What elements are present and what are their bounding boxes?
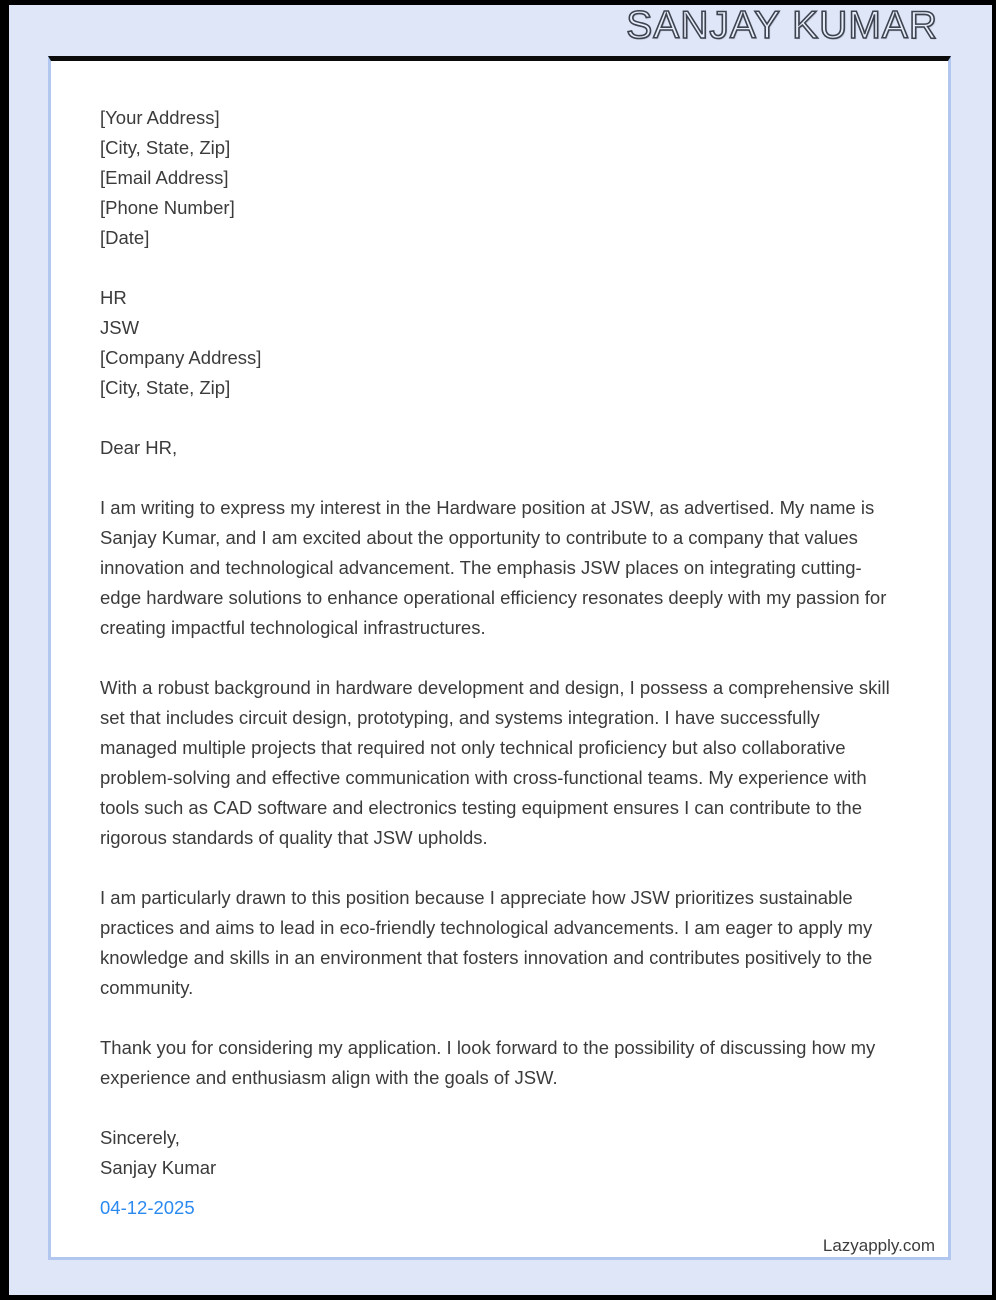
address-line: [City, State, Zip] — [100, 137, 231, 158]
address-line: [Date] — [100, 227, 150, 248]
recipient-line: JSW — [100, 317, 140, 338]
recipient-line: HR — [100, 287, 127, 308]
paragraph-intro: I am writing to express my interest in the Hardware position at JSW, as advertised. My name is Sanjay Kumar, and I am excited about the opportunity to contribute to a company that values innovation and technological advancement. The emphasis JSW places on integrating cutting-edge hardware solutions to enhance operational efficiency resonates deeply with my passion for creating impactful technological infrastructures. — [100, 497, 887, 638]
paragraph-experience: With a robust background in hardware development and design, I possess a comprehensive skill set that includes circuit design, prototyping, and systems integration. I have successfully managed multiple projects that required not only technical proficiency but also collaborative problem-solving and effective communication with cross-functional teams. My experience with tools such as CAD software and electronics testing equipment ensures I can contribute to the rigorous standards of quality that JSW upholds. — [100, 677, 890, 848]
signature: Sanjay Kumar — [100, 1157, 217, 1178]
address-line: [Your Address] — [100, 107, 220, 128]
paragraph-motivation: I am particularly drawn to this position because I appreciate how JSW prioritizes sustainable practices and aims to lead in eco-friendly technological advancements. I am eager to apply my knowledge and skills in an environment that fosters innovation and contributes positively to the community. — [100, 887, 873, 998]
signature-block — [100, 1123, 898, 1183]
letter-sheet — [48, 56, 951, 1260]
date-link[interactable]: 04-12-2025 — [100, 1197, 195, 1218]
address-line: [Phone Number] — [100, 197, 235, 218]
watermark-link[interactable]: Lazyapply.com — [822, 1236, 935, 1255]
recipient-line: [Company Address] — [100, 347, 262, 368]
salutation: Dear HR, — [100, 437, 178, 458]
recipient-line: [City, State, Zip] — [100, 377, 231, 398]
paragraph-thanks: Thank you for considering my application. I look forward to the possibility of discussing how my experience and enthusiasm align with the goals of JSW. — [100, 1037, 876, 1088]
address-line: [Email Address] — [100, 167, 229, 188]
page-title: SANJAY KUMAR — [626, 4, 938, 47]
sender-address-block — [100, 103, 898, 253]
closing: Sincerely, — [100, 1127, 180, 1148]
recipient-address-block — [100, 283, 898, 403]
letter-body — [51, 61, 948, 1223]
